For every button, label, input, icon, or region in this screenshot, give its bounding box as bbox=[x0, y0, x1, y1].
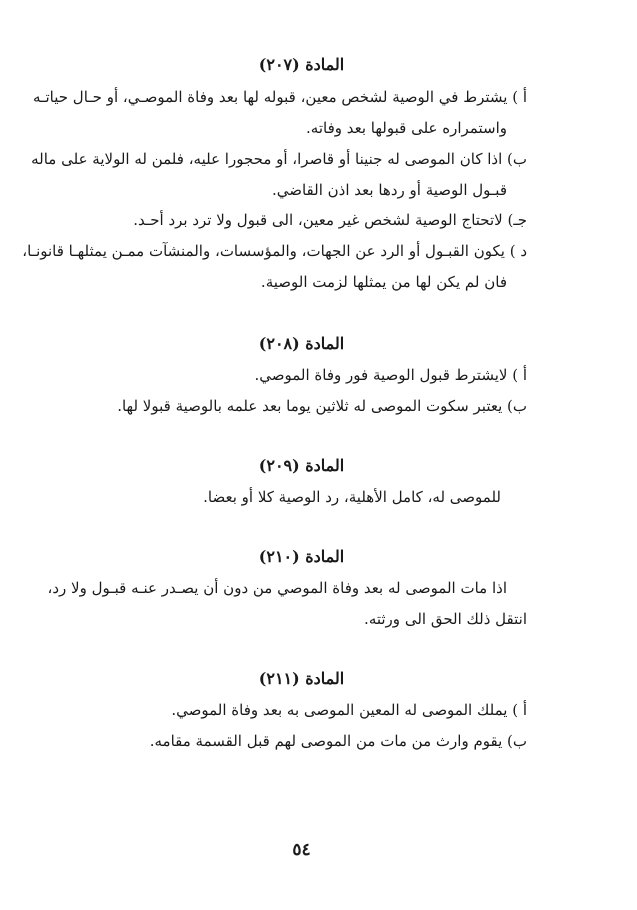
article-209-line-1: للموصى له، كامل الأهلية، رد الوصية كلا أو بعضا. bbox=[203, 488, 501, 506]
article-207-line-7: فان لم يكن لها من يمثلها لزمت الوصية. bbox=[260, 273, 507, 291]
article-208-line-2: ب) يعتبر سكوت الموصى له ثلاثين يوما بعد علمه بالوصية قبولا لها. bbox=[117, 397, 527, 415]
page-number: ٥٤ bbox=[292, 840, 311, 860]
article-207-line-4: قبـول الوصية أو ردها بعد اذن القاضي. bbox=[271, 181, 507, 199]
article-207-line-3: ب) اذا كان الموصى له جنينا أو قاصرا، أو محجورا عليه، فلمن له الولاية على ماله bbox=[31, 150, 527, 168]
article-211-line-2: ب) يقوم وارث من مات من الموصى لهم قبل القسمة مقامه. bbox=[149, 732, 527, 750]
article-210 bbox=[0, 546, 637, 568]
article-211 bbox=[0, 668, 637, 690]
article-210-line-1: اذا مات الموصى له بعد وفاة الموصي من دون أن يصـدر عنـه قبـول ولا رد، bbox=[47, 579, 507, 597]
article-208-line-1: أ ) لايشترط قبول الوصية فور وفاة الموصي. bbox=[254, 366, 527, 384]
article-title: المادة (٢٠٨) bbox=[258, 334, 345, 353]
article-207-line-5: جـ) لاتحتاج الوصية لشخص غير معين، الى قبول ولا ترد برد أحـد. bbox=[133, 211, 527, 229]
article-title: المادة (٢١٠) bbox=[258, 547, 345, 566]
article-210-line-2: انتقل ذلك الحق الى ورثته. bbox=[364, 610, 527, 628]
article-title: المادة (٢١١) bbox=[258, 669, 345, 688]
article-211-line-1: أ ) يملك الموصى له المعين الموصى به بعد وفاة الموصي. bbox=[171, 701, 527, 719]
article-209 bbox=[0, 455, 637, 477]
article-207-line-1: أ ) يشترط في الوصية لشخص معين، قبوله لها بعد وفاة الموصـي، أو حـال حياتـه bbox=[33, 88, 527, 106]
article-207 bbox=[0, 54, 637, 76]
article-title: المادة (٢٠٧) bbox=[258, 55, 345, 74]
article-207-line-6: د ) يكون القبـول أو الرد عن الجهات، والمؤسسات، والمنشآت ممـن يمثلهـا قانونـا، bbox=[22, 242, 527, 260]
article-207-line-2: واستمراره على قبولها بعد وفاته. bbox=[306, 119, 507, 137]
article-208 bbox=[0, 333, 637, 355]
article-title: المادة (٢٠٩) bbox=[258, 456, 345, 475]
